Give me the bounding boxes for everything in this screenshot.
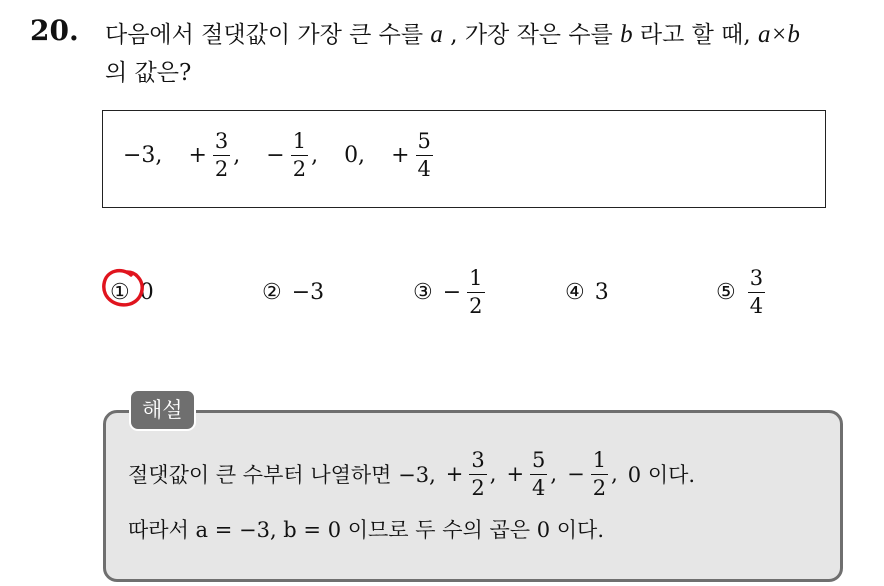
question-text-part: 다음에서 절댓값이 가장 큰 수를 — [105, 22, 431, 48]
selected-answer-circle — [100, 266, 150, 310]
given-numbers-box — [102, 110, 826, 208]
choice-2[interactable] — [262, 262, 324, 322]
denominator: 2 — [214, 157, 229, 181]
choice-3[interactable] — [413, 262, 487, 322]
denominator: 2 — [469, 293, 483, 318]
solution-line1 — [128, 443, 695, 505]
comma: , — [311, 143, 319, 168]
given-term — [391, 131, 435, 180]
variable-b: b — [620, 21, 633, 48]
choice-mark: ② — [262, 279, 282, 305]
question-text-part: , 가장 작은 수를 — [442, 22, 621, 48]
denominator: 2 — [292, 157, 307, 181]
numerator: 1 — [469, 265, 483, 290]
numerator: 1 — [592, 447, 607, 472]
comma: , — [611, 462, 618, 486]
fraction — [467, 265, 484, 318]
question-number: 20. — [30, 14, 79, 47]
choice-mark: ③ — [413, 279, 433, 305]
question-text-part: 라고 할 때, — [632, 22, 759, 48]
denominator: 4 — [532, 475, 546, 500]
comma: , — [233, 143, 241, 168]
fraction — [530, 447, 547, 500]
given-term: −3, — [123, 143, 163, 168]
choice-value: −3 — [291, 279, 325, 305]
product-expression: a×b — [758, 21, 800, 48]
denominator: 2 — [471, 475, 485, 500]
question-text-line1 — [105, 16, 800, 49]
circle-stroke — [104, 271, 142, 305]
given-term — [188, 131, 240, 180]
choice-mark: ④ — [565, 279, 585, 305]
denominator: 4 — [749, 293, 764, 318]
sign: − — [567, 462, 585, 486]
sign: + — [188, 143, 207, 168]
solution-term — [567, 447, 618, 500]
question-text-line2: 의 값은? — [105, 60, 192, 86]
numerator: 5 — [417, 129, 431, 153]
sign: + — [506, 462, 525, 486]
solution-term — [445, 447, 497, 500]
given-numbers — [123, 131, 461, 180]
solution-text: 절댓값이 큰 수부터 나열하면 −3, — [128, 463, 436, 487]
choice-4[interactable] — [565, 262, 609, 322]
numerator: 5 — [532, 447, 546, 472]
choice-5[interactable] — [716, 262, 767, 322]
numerator: 1 — [292, 129, 307, 153]
denominator: 2 — [592, 475, 607, 500]
numerator: 3 — [214, 129, 229, 153]
solution-term — [506, 447, 558, 500]
comma: , — [489, 462, 497, 486]
sign: − — [266, 143, 285, 168]
denominator: 4 — [417, 157, 431, 181]
fraction — [291, 131, 308, 180]
solution-line2: 따라서 a = −3, b = 0 이므로 두 수의 곱은 0 이다. — [128, 518, 605, 542]
fraction — [213, 131, 230, 180]
solution-tag: 해설 — [129, 389, 196, 431]
given-term — [266, 131, 318, 180]
solution-text: 0 이다. — [627, 463, 696, 487]
sign: − — [442, 279, 462, 305]
given-term: 0, — [344, 143, 366, 168]
fraction — [416, 131, 433, 180]
comma: , — [550, 462, 558, 486]
sign: + — [391, 143, 410, 168]
choice-value: 0 — [139, 279, 154, 305]
fraction — [591, 447, 608, 500]
sign: + — [445, 462, 464, 486]
choice-mark: ⑤ — [716, 279, 736, 305]
choice-mark: ① — [110, 279, 130, 305]
numerator: 3 — [471, 447, 485, 472]
choice-value: 3 — [594, 279, 609, 305]
numerator: 3 — [749, 265, 764, 290]
fraction — [469, 447, 486, 500]
fraction — [748, 265, 765, 318]
variable-a: a — [430, 21, 443, 48]
